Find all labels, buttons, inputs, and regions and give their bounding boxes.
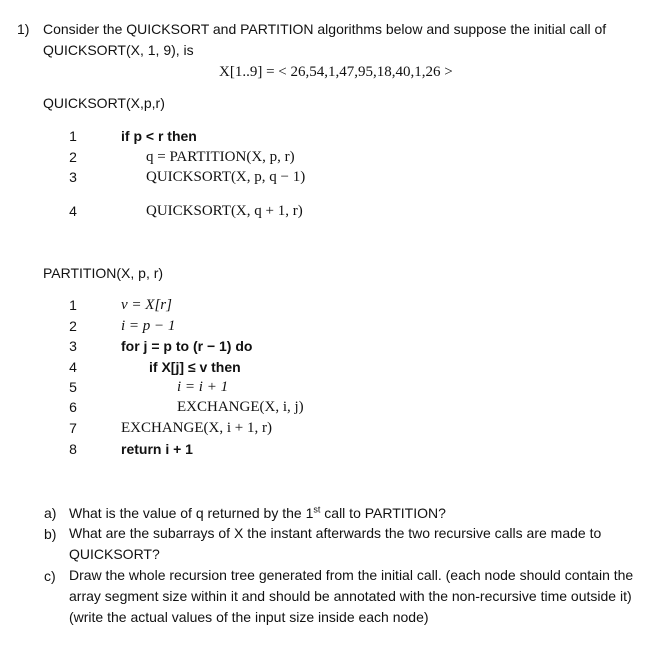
partition-line-6: EXCHANGE(X, i, j) (177, 399, 304, 415)
partition-line-number: 7 (69, 420, 77, 436)
quicksort-line-2: q = PARTITION(X, p, r) (146, 149, 295, 165)
question-intro-line-2: QUICKSORT(X, 1, 9), is (43, 42, 194, 58)
subquestion-c: Draw the whole recursion tree generated from the initial call. (each node should contain the array segment size within it and should be annotated with the non-recursive time outside it) (write the actual values of the input size inside each node) (69, 567, 634, 625)
question-intro-line-1: Consider the QUICKSORT and PARTITION algorithms below and suppose the initial call of (43, 21, 607, 37)
quicksort-header: QUICKSORT(X,p,r) (43, 95, 165, 111)
partition-line-number: 2 (69, 318, 77, 334)
partition-line-number: 5 (69, 379, 77, 395)
array-definition: X[1..9] = < 26,54,1,47,95,18,40,1,26 > (219, 64, 453, 80)
quicksort-line-number: 4 (69, 203, 77, 219)
partition-line-3: for j = p to (r − 1) do (121, 338, 253, 354)
partition-line-number: 1 (69, 297, 77, 313)
partition-line-number: 6 (69, 399, 77, 415)
quicksort-line-number: 2 (69, 149, 77, 165)
quicksort-line-number: 3 (69, 169, 77, 185)
quicksort-line-4: QUICKSORT(X, q + 1, r) (146, 203, 303, 219)
subquestion-label: c) (44, 568, 56, 584)
partition-line-2: i = p − 1 (121, 318, 176, 334)
subquestion-a: What is the value of q returned by the 1st call to PARTITION? (69, 504, 446, 521)
partition-line-5: i = i + 1 (177, 379, 229, 395)
quicksort-line-1: if p < r then (121, 128, 197, 144)
quicksort-line-number: 1 (69, 128, 77, 144)
partition-line-7: EXCHANGE(X, i + 1, r) (121, 420, 272, 436)
partition-line-8: return i + 1 (121, 441, 193, 457)
partition-line-number: 4 (69, 359, 77, 375)
subquestion-label: b) (44, 526, 57, 542)
quicksort-line-3: QUICKSORT(X, p, q − 1) (146, 169, 306, 185)
partition-header: PARTITION(X, p, r) (43, 265, 164, 281)
partition-line-1: v = X[r] (121, 297, 172, 313)
partition-line-4: if X[j] ≤ v then (149, 359, 241, 375)
question-number: 1) (17, 21, 30, 37)
partition-line-number: 3 (69, 338, 77, 354)
partition-line-number: 8 (69, 441, 77, 457)
subquestion-b: What are the subarrays of X the instant afterwards the two recursive calls are made to QUICKSORT? (69, 525, 602, 562)
subquestion-label: a) (44, 505, 57, 521)
